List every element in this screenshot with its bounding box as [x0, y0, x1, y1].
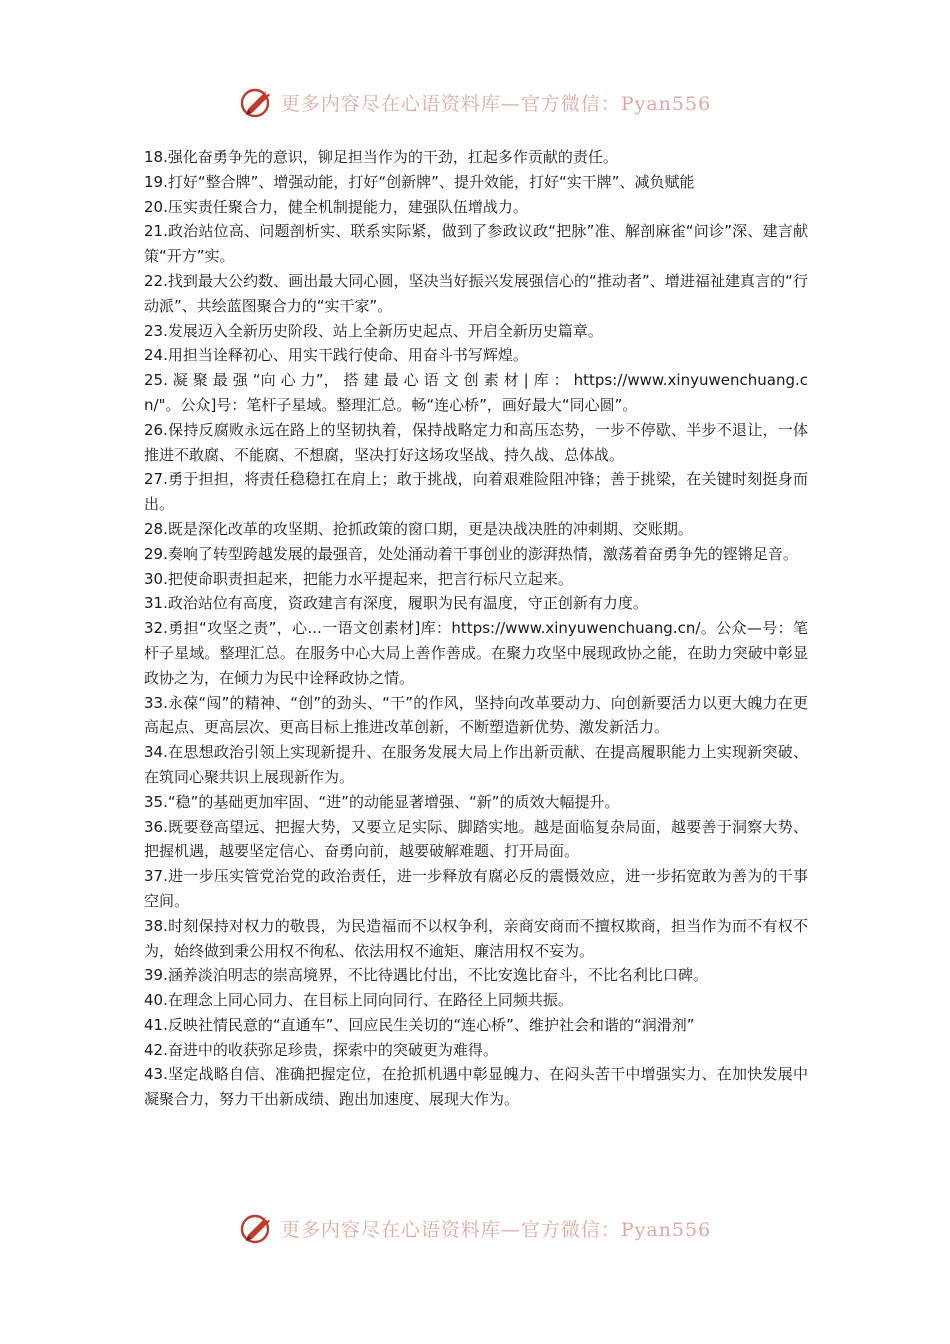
paragraph-41: 41.反映社情民意的“直通车”、回应民生关切的“连心桥”、维护社会和谐的“润滑剂”: [144, 1015, 695, 1034]
paragraph-33: 33.永葆“闯”的精神、“创”的劲头、“干”的作风，坚持向改革要动力、向创新要活力以更大魄力在更高起点、更高层次、更高目标上推进改革创新，不断塑造新优势、激发新活力。: [144, 693, 808, 737]
paragraph-26: 26.保持反腐败永远在路上的坚韧执着，保持战略定力和高压态势，一步不停歇、半步不退让，一体推进不敢腐、不能腐、不想腐，坚决打好这场攻坚战、持久战、总体战。: [144, 420, 808, 464]
paragraph-21: 21.政治站位高、问题剖析实、联系实际紧，做到了参政议政“把脉”准、解剖麻雀“问诊”深、建言献策“开方”实。: [144, 222, 808, 266]
header-banner-text: 更多内容尽在心语资料库—官方微信：Pyan556: [280, 92, 712, 115]
paragraph-28: 28.既是深化改革的攻坚期、抢抓政策的窗口期，更是决战决胜的冲刺期、交账期。: [144, 519, 693, 538]
paragraph-24: 24.用担当诠释初心、用实干践行使命、用奋斗书写辉煌。: [144, 346, 528, 365]
paragraph-40: 40.在理念上同心同力、在目标上同向同行、在路径上同频共振。: [144, 991, 573, 1010]
footer-banner-text: 更多内容尽在心语资料库—官方微信：Pyan556: [280, 1218, 712, 1241]
paragraph-22: 22.找到最大公约数、画出最大同心圆，坚决当好振兴发展强信心的“推动者”、增进福祉建真言的“行动派”、共绘蓝图聚合力的“实干家”。: [144, 271, 808, 315]
paragraph-39: 39.涵养淡泊明志的崇高境界，不比待遇比付出，不比安逸比奋斗，不比名利比口碑。: [144, 966, 708, 985]
paragraph-42: 42.奋进中的收获弥足珍贵，探索中的突破更为难得。: [144, 1040, 498, 1059]
paragraph-29: 29.奏响了转型跨越发展的最强音，处处涌动着干事创业的澎湃热情，激荡着奋勇争先的铿锵足音。: [144, 544, 798, 563]
paragraph-23: 23.发展迈入全新历史阶段、站上全新历史起点、开启全新历史篇章。: [144, 321, 603, 340]
paragraph-34: 34.在思想政治引领上实现新提升、在服务发展大局上作出新贡献、在提高履职能力上实现新突破、在筑同心聚共识上展现新作为。: [144, 743, 808, 786]
paragraph-20: 20.压实责任聚合力，健全机制提能力，建强队伍增战力。: [144, 197, 528, 216]
footer-banner: [0, 1210, 950, 1246]
paragraph-35: 35.“稳”的基础更加牢固、“进”的动能显著增强、“新”的质效大幅提升。: [144, 792, 620, 811]
paragraph-32: 32.勇担“攻坚之责”，心...一语文创素材]库：https://www.xinyuwenchuang.cn/。公众—号：笔杆子星域。整理汇总。在服务中心大局上善作善成。在聚力攻坚中展现政协之能，在助力突破中彰显政协之为，在倾力为民中诠释政协之情。: [144, 619, 808, 687]
paragraph-38: 38.时刻保持对权力的敬畏，为民造福而不以权争利，亲商安商而不擅权欺商，担当作为而不有权不为，始终做到秉公用权不徇私、依法用权不逾矩、廉洁用权不妄为。: [144, 916, 808, 960]
paragraph-30: 30.把使命职责担起来，把能力水平提起来，把言行标尺立起来。: [144, 569, 573, 588]
paragraph-27: 27.勇于担担，将责任稳稳扛在肩上；敢于挑战，向着艰难险阻冲锋；善于挑梁，在关键时刻挺身而出。: [144, 470, 808, 514]
paragraph-19: 19.打好“整合牌”、增强动能，打好“创新牌”、提升效能，打好“实干牌”、减负赋能: [144, 172, 695, 191]
paragraph-43: 43.坚定战略自信、准确把握定位，在抢抓机遇中彰显魄力、在闷头苦干中增强实力、在加快发展中凝聚合力，努力干出新成绩、跑出加速度、展现大作为。: [144, 1065, 808, 1109]
document-body: [144, 145, 808, 1112]
paragraph-36: 36.既要登高望远、把握大势，又要立足实际、脚踏实地。越是面临复杂局面，越要善于洞察大势、把握机遇，越要坚定信心、奋勇向前，越要破解难题、打开局面。: [144, 817, 808, 861]
header-banner: [0, 84, 950, 120]
pen-logo-icon: [239, 1210, 275, 1246]
paragraph-25: 25. 凝 聚 最 强 “向 心 力”， 搭 建 最 心 语 文 创 素 材 | 库 ： https://www.xinyuwenchuang.cn/"。公众]号：笔杆子星域。整理汇总。畅“连心桥”，画好最大“同心圆”。: [144, 371, 808, 414]
paragraph-31: 31.政治站位有高度，资政建言有深度，履职为民有温度，守正创新有力度。: [144, 594, 648, 613]
paragraph-37: 37.进一步压实管党治党的政治责任，进一步释放有腐必反的震慑效应，进一步拓宽敢为善为的干事空间。: [144, 867, 808, 910]
pen-logo-icon: [239, 84, 275, 120]
paragraph-18: 18.强化奋勇争先的意识，铆足担当作为的干劲，扛起多作贡献的责任。: [144, 148, 618, 166]
